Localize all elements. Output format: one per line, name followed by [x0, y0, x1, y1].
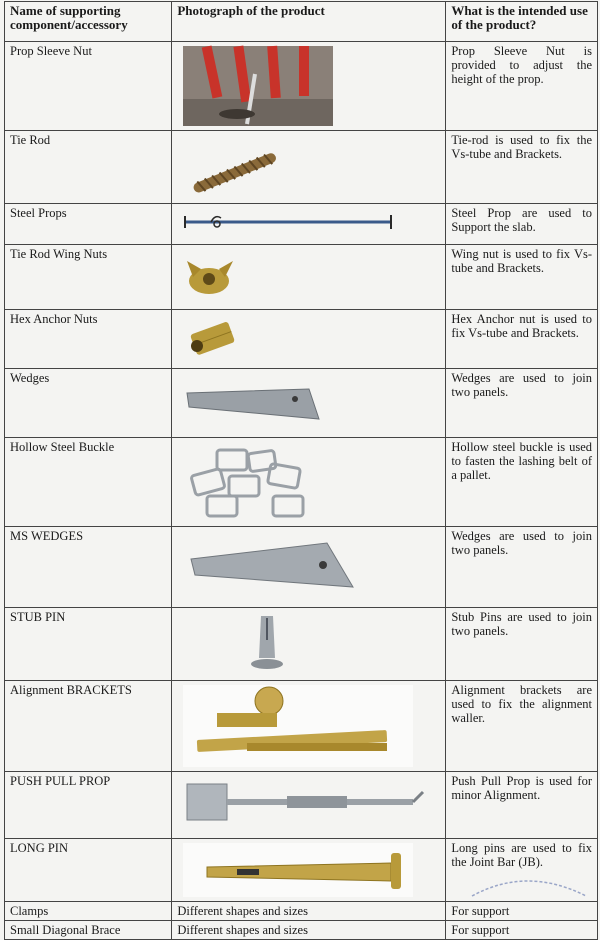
component-use: For support	[446, 921, 598, 940]
component-name: LONG PIN	[5, 839, 172, 902]
component-name: Hex Anchor Nuts	[5, 310, 172, 369]
components-table	[4, 1, 598, 940]
header-name: Name of supporting component/accessory	[5, 2, 172, 42]
table-row	[5, 681, 598, 772]
component-use: Hollow steel buckle is used to fasten the lashing belt of a pallet.	[446, 438, 598, 527]
component-use: Alignment brackets are used to fix the alignment waller.	[446, 681, 598, 772]
steel-buckles-photo	[177, 440, 439, 524]
header-photo: Photograph of the product	[172, 2, 446, 42]
prop-sleeve-nut-photo	[177, 44, 439, 128]
component-use: Wing nut is used to fix Vs-tube and Brackets.	[446, 245, 598, 310]
stub-pin-photo	[177, 610, 439, 678]
table-row	[5, 921, 598, 940]
table-row	[5, 42, 598, 131]
component-use: Tie-rod is used to fix the Vs-tube and Brackets.	[446, 131, 598, 204]
hex-anchor-nut-photo	[177, 312, 439, 366]
component-use: Wedges are used to join two panels.	[446, 527, 598, 608]
steel-prop-photo	[177, 206, 439, 242]
component-use: Push Pull Prop is used for minor Alignment.	[446, 772, 598, 839]
table-header-row	[5, 2, 598, 42]
component-use: Stub Pins are used to join two panels.	[446, 608, 598, 681]
tie-rod-photo	[177, 133, 439, 201]
component-name: Wedges	[5, 369, 172, 438]
header-use: What is the intended use of the product?	[446, 2, 598, 42]
component-name: Prop Sleeve Nut	[5, 42, 172, 131]
long-pin-photo	[177, 841, 439, 899]
table-row	[5, 438, 598, 527]
table-row	[5, 608, 598, 681]
table-row	[5, 527, 598, 608]
component-name: Clamps	[5, 902, 172, 921]
component-use: Prop Sleeve Nut is provided to adjust the height of the prop.	[446, 42, 598, 131]
table-row	[5, 310, 598, 369]
table-row	[5, 245, 598, 310]
table-row	[5, 369, 598, 438]
component-name: PUSH PULL PROP	[5, 772, 172, 839]
component-use: Long pins are used to fix the Joint Bar (JB).	[446, 839, 598, 902]
component-use: Wedges are used to join two panels.	[446, 369, 598, 438]
table-row	[5, 131, 598, 204]
alignment-bracket-photo	[177, 683, 439, 769]
component-name: Alignment BRACKETS	[5, 681, 172, 772]
component-name: Steel Props	[5, 204, 172, 245]
component-name: Tie Rod	[5, 131, 172, 204]
wing-nut-photo	[177, 247, 439, 307]
push-pull-prop-photo	[177, 774, 439, 836]
component-use: For support	[446, 902, 598, 921]
table-row	[5, 204, 598, 245]
component-name: STUB PIN	[5, 608, 172, 681]
table-row	[5, 772, 598, 839]
component-photo-text: Different shapes and sizes	[172, 921, 446, 940]
table-row	[5, 902, 598, 921]
component-use: Steel Prop are used to Support the slab.	[446, 204, 598, 245]
component-name: MS WEDGES	[5, 527, 172, 608]
wedge-photo	[177, 371, 439, 435]
component-name: Tie Rod Wing Nuts	[5, 245, 172, 310]
component-name: Small Diagonal Brace	[5, 921, 172, 940]
component-photo-text: Different shapes and sizes	[172, 902, 446, 921]
component-name: Hollow Steel Buckle	[5, 438, 172, 527]
ms-wedge-photo	[177, 529, 439, 605]
component-use: Hex Anchor nut is used to fix Vs-tube and Brackets.	[446, 310, 598, 369]
stamp-mark	[462, 872, 592, 898]
